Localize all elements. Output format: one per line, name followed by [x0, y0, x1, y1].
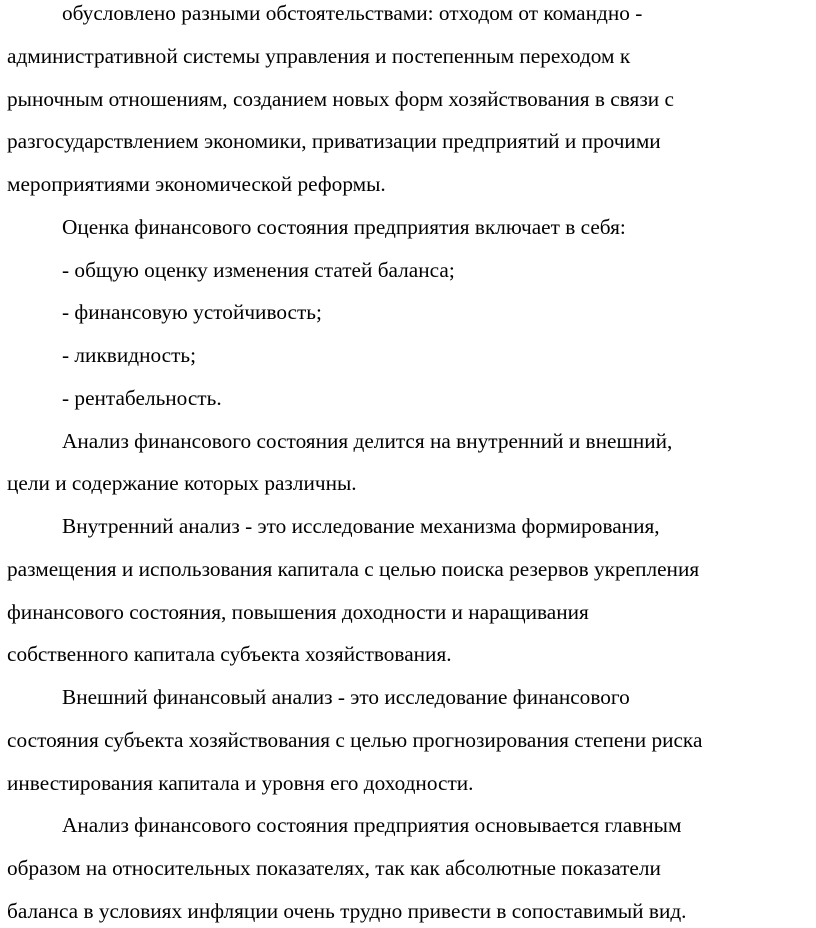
text-line: состояния субъекта хозяйствования с целью прогнозирования степени риска [7, 728, 703, 752]
text-line: баланса в условиях инфляции очень трудно привести в сопоставимый вид. [7, 899, 687, 923]
text-line: обусловлено разными обстоятельствами: отходом от командно - [62, 1, 643, 25]
text-line: Оценка финансового состояния предприятия включает в себя: [62, 215, 626, 239]
text-line: разгосударствлением экономики, приватизации предприятий и прочими [7, 129, 661, 153]
list-item: - рентабельность. [62, 386, 222, 410]
text-line: рыночным отношениям, созданием новых форм хозяйствования в связи с [7, 87, 674, 111]
list-item: - ликвидность; [62, 343, 197, 367]
text-line: инвестирования капитала и уровня его доходности. [7, 771, 474, 795]
text-line: цели и содержание которых различны. [7, 471, 357, 495]
text-line: собственного капитала субъекта хозяйствования. [7, 642, 452, 666]
text-line: Анализ финансового состояния предприятия основывается главным [62, 813, 682, 837]
text-line: финансового состояния, повышения доходности и наращивания [7, 600, 589, 624]
text-line: Внутренний анализ - это исследование механизма формирования, [62, 514, 660, 538]
text-line: мероприятиями экономической реформы. [7, 172, 386, 196]
list-item: - финансовую устойчивость; [62, 300, 322, 324]
list-item: - общую оценку изменения статей баланса; [62, 258, 455, 282]
text-line: образом на относительных показателях, так как абсолютные показатели [7, 856, 661, 880]
text-line: Анализ финансового состояния делится на внутренний и внешний, [62, 429, 673, 453]
text-line: Внешний финансовый анализ - это исследование финансового [62, 685, 630, 709]
text-line: административной системы управления и постепенным переходом к [7, 44, 631, 68]
text-line: размещения и использования капитала с целью поиска резервов укрепления [7, 557, 700, 581]
